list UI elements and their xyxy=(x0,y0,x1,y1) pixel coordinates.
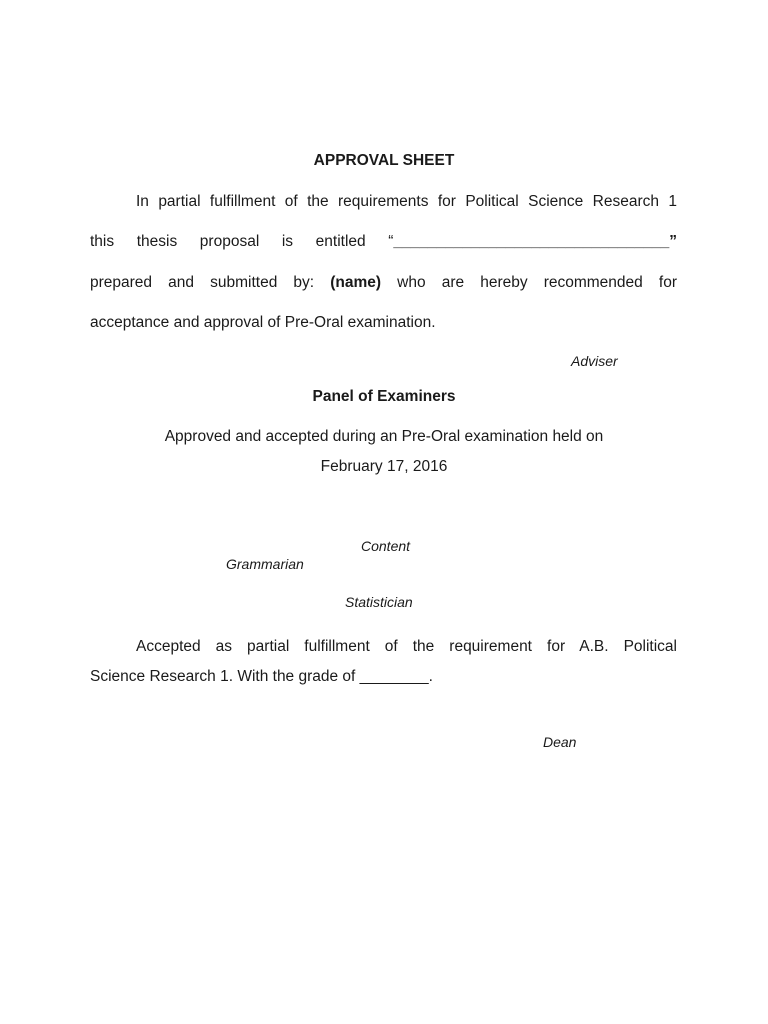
intro-line-4: acceptance and approval of Pre-Oral examination. xyxy=(90,314,436,331)
panel-heading: Panel of Examiners xyxy=(312,388,456,405)
approval-date: February 17, 2016 xyxy=(320,458,448,475)
intro-line-3-pre: prepared and submitted by: xyxy=(90,274,331,291)
intro-line-2 xyxy=(90,232,677,252)
adviser-label: Adviser xyxy=(571,353,618,369)
acceptance-line-1: Accepted as partial fulfillment of the requirement for A.B. Political xyxy=(136,638,677,655)
approval-line: Approved and accepted during an Pre-Oral examination held on xyxy=(164,428,604,445)
intro-line-1: In partial fulfillment of the requirements for Political Science Research 1 xyxy=(136,193,677,210)
intro-line-3-post: who are hereby recommended for xyxy=(381,274,677,291)
examiner-grammarian-label: Grammarian xyxy=(226,556,304,572)
examiner-statistician-label: Statistician xyxy=(345,594,413,610)
acceptance-line-2: Science Research 1. With the grade of ________. xyxy=(90,668,433,685)
document-title: APPROVAL SHEET xyxy=(313,152,455,169)
submitter-name-placeholder: (name) xyxy=(330,274,382,291)
intro-line-3 xyxy=(90,273,677,293)
examiner-content-label: Content xyxy=(361,538,411,554)
thesis-title-blank: ________________________________” xyxy=(393,233,677,250)
dean-label: Dean xyxy=(543,734,577,750)
intro-line-2-text: this thesis proposal is entitled “ xyxy=(90,233,394,250)
